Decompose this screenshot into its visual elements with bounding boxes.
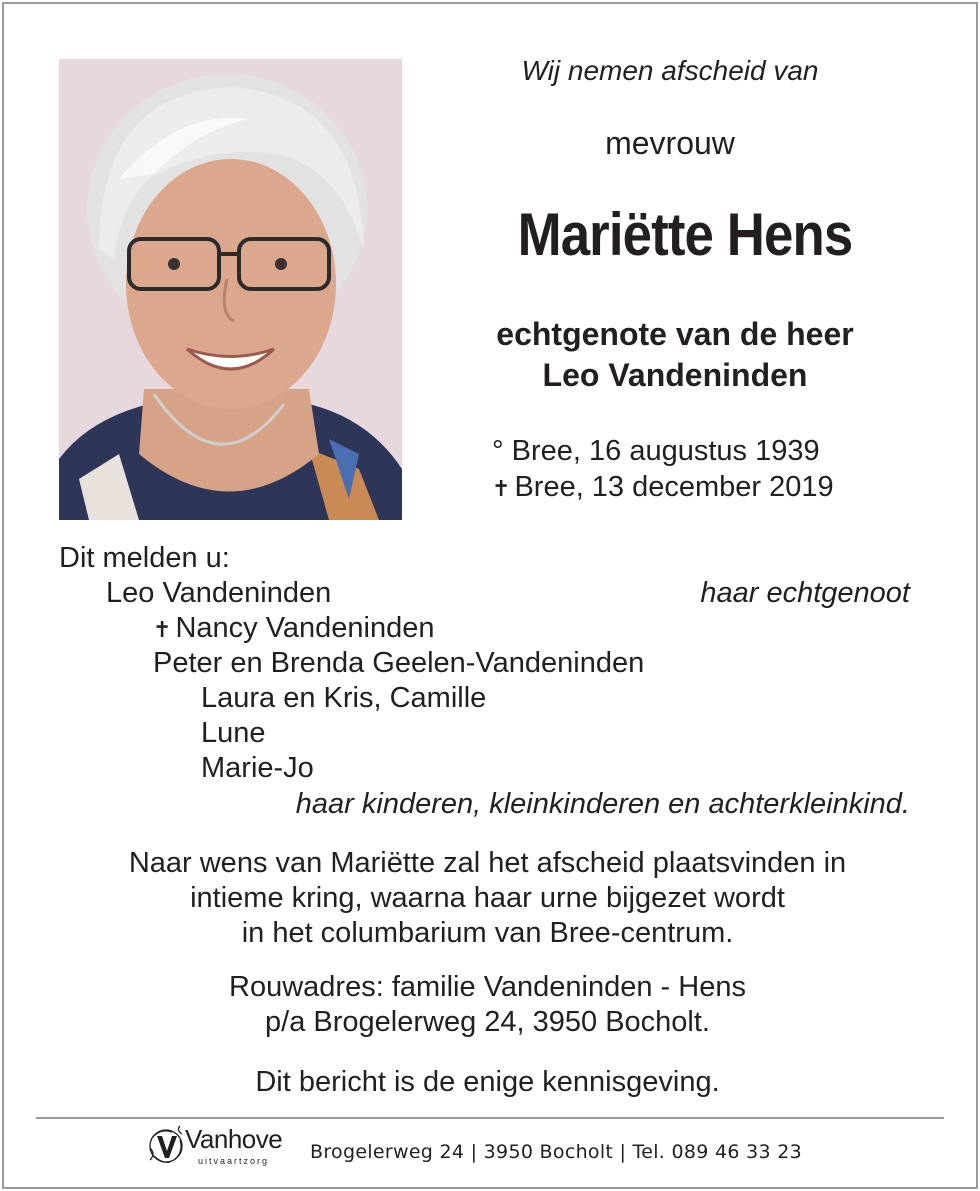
- cross-icon: ✝: [153, 617, 172, 642]
- deceased-name: Mariëtte Hens: [517, 201, 853, 268]
- spouse-block: [440, 314, 910, 396]
- deceased-child: Nancy Vandeninden: [175, 612, 435, 644]
- spouse-name: Leo Vandeninden: [106, 577, 332, 609]
- notice-line-3: in het columbarium van Bree-centrum.: [241, 917, 734, 949]
- vanhove-logo: [146, 1124, 306, 1168]
- notice-line-2: intieme kring, waarna haar urne bijgezet wordt: [190, 882, 785, 914]
- dates-block: [492, 433, 834, 507]
- death-line: [492, 469, 834, 507]
- address-paragraph: [40, 970, 935, 1040]
- notice-paragraph: [40, 846, 935, 951]
- family-intro: Dit melden u:: [59, 542, 230, 574]
- logo-brand: Vanhove: [185, 1124, 283, 1154]
- footer-contact: Brogelerweg 24 | 3950 Bocholt | Tel. 089 46 33 23: [310, 1141, 802, 1163]
- notice-line-1: Naar wens van Mariëtte zal het afscheid plaatsvinden in: [128, 847, 847, 879]
- spouse-line-2: Leo Vandeninden: [542, 357, 808, 393]
- address-line-1: Rouwadres: familie Vandeninden - Hens: [229, 971, 746, 1003]
- portrait-photo: [59, 59, 402, 520]
- death-date: Bree, 13 december 2019: [514, 471, 834, 503]
- birth-symbol: °: [492, 435, 504, 467]
- footer-divider: [36, 1117, 944, 1119]
- grandchild-line-1: Laura en Kris, Camille: [201, 682, 487, 714]
- intro-text: Wij nemen afscheid van: [521, 55, 819, 86]
- cross-icon: ✝: [492, 476, 511, 501]
- logo-subtitle: uitvaartzorg: [198, 1156, 270, 1166]
- grandchild-line-2: Lune: [201, 717, 266, 749]
- address-line-2: p/a Brogelerweg 24, 3950 Bocholt.: [265, 1006, 710, 1038]
- deceased-child-line: [153, 611, 434, 647]
- spouse-line-1: echtgenote van de heer: [496, 316, 854, 352]
- relation-line: haar kinderen, kleinkinderen en achterkleinkind.: [295, 788, 910, 820]
- title-text: mevrouw: [605, 125, 735, 161]
- birth-line: [492, 433, 834, 469]
- grandchild-line-3: Marie-Jo: [201, 752, 314, 784]
- vanhove-emblem-icon: [146, 1124, 186, 1168]
- birth-date: Bree, 16 augustus 1939: [511, 435, 820, 467]
- child-line: Peter en Brenda Geelen-Vandeninden: [153, 647, 645, 679]
- spouse-relation: haar echtgenoot: [700, 577, 910, 609]
- closing-line: Dit bericht is de enige kennisgeving.: [255, 1066, 720, 1098]
